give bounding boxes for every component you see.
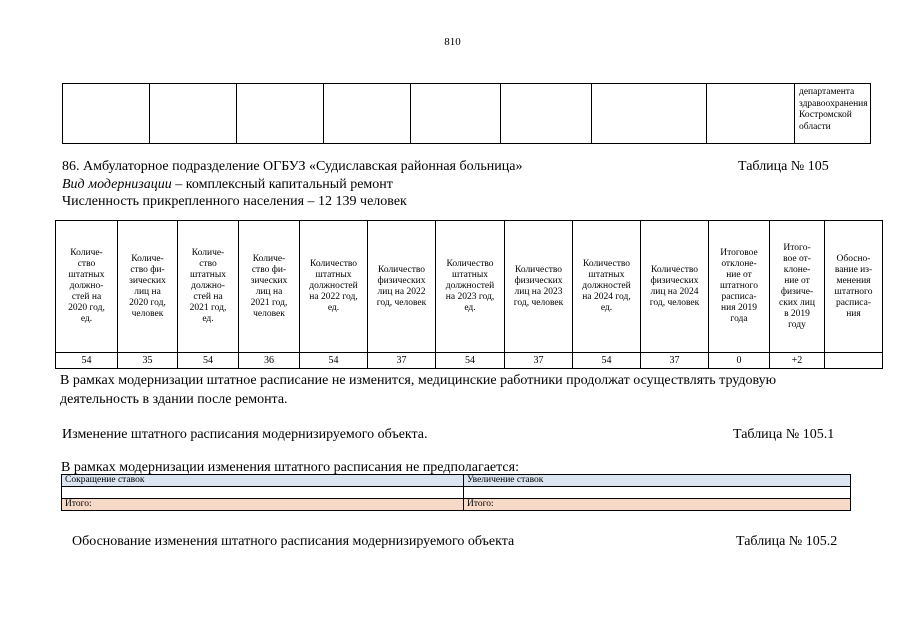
justification-table-label: Таблица № 105.2 [736, 534, 838, 549]
total-left: Итого: [62, 499, 464, 511]
table-header-row [56, 221, 883, 353]
table-label: Таблица № 105 [738, 159, 829, 174]
change-table-title: Изменение штатного расписания модернизируемого объекта. [62, 427, 428, 442]
value-cell: 54 [436, 353, 505, 369]
value-cell: +2 [770, 353, 825, 369]
value-cell [825, 353, 883, 369]
value-cell: 37 [505, 353, 573, 369]
header-cell: Количе- ство штатных должно- стей на 2021 год, ед. [178, 221, 239, 353]
value-cell: 37 [368, 353, 436, 369]
department-note-cell: департамента здравоохранения Костромской области [795, 84, 871, 144]
modernization-type: Вид модернизации – комплексный капитальный ремонт [62, 177, 393, 192]
table-cell [501, 84, 592, 144]
value-cell: 54 [300, 353, 368, 369]
population-line: Численность прикрепленного населения – 12 139 человек [62, 194, 407, 209]
table-cell [324, 84, 411, 144]
header-cell: Количество физических лиц на 2023 год, человек [505, 221, 573, 353]
table-cell [63, 84, 150, 144]
header-cell: Количе- ство фи- зических лиц на 2020 год, человек [118, 221, 178, 353]
value-cell: 54 [573, 353, 641, 369]
value-cell: 36 [239, 353, 300, 369]
table-header-row [62, 475, 851, 487]
header-cell: Количество физических лиц на 2022 год, человек [368, 221, 436, 353]
table-row [62, 487, 851, 499]
justification-table-title: Обоснование изменения штатного расписания модернизируемого объекта [72, 534, 515, 549]
header-cell: Итоговое отклоне- ние от штатного расписа- ния 2019 года [709, 221, 770, 353]
change-note: В рамках модернизации изменения штатного расписания не предполагается: [61, 460, 519, 475]
value-cell: 37 [641, 353, 709, 369]
header-cell: Количество физических лиц на 2024 год, человек [641, 221, 709, 353]
header-cell: Количе- ство штатных должно- стей на 2020 год, ед. [56, 221, 118, 353]
increase-header: Увеличение ставок [464, 475, 851, 487]
value-cell: 0 [709, 353, 770, 369]
table-cell [592, 84, 707, 144]
page-number: 810 [444, 36, 461, 48]
header-cell: Количество штатных должностей на 2022 год, ед. [300, 221, 368, 353]
header-cell: Количество штатных должностей на 2024 год, ед. [573, 221, 641, 353]
previous-table-continuation [62, 83, 871, 144]
staffing-table [55, 220, 883, 369]
header-cell: Обосно- вание из- менения штатного расписа- ния [825, 221, 883, 353]
table-cell [464, 487, 851, 499]
table-cell [411, 84, 501, 144]
value-cell: 35 [118, 353, 178, 369]
reduction-header: Сокращение ставок [62, 475, 464, 487]
table-row [56, 353, 883, 369]
total-right: Итого: [464, 499, 851, 511]
value-cell: 54 [178, 353, 239, 369]
header-cell: Количество штатных должностей на 2023 год, ед. [436, 221, 505, 353]
value-cell: 54 [56, 353, 118, 369]
total-row [62, 499, 851, 511]
section-title: 86. Амбулаторное подразделение ОГБУЗ «Судиславская районная больница» [62, 159, 523, 174]
table-cell [237, 84, 324, 144]
table-cell [150, 84, 237, 144]
change-table-label: Таблица № 105.1 [733, 427, 835, 442]
header-cell: Количе- ство фи- зических лиц на 2021 год, человек [239, 221, 300, 353]
table-cell [707, 84, 795, 144]
table-cell [62, 487, 464, 499]
staffing-change-table [61, 474, 851, 511]
modernization-paragraph: В рамках модернизации штатное расписание не изменится, медицинские работники продолжат осуществлять трудовую деятельность в здании после ремонта. [60, 373, 777, 407]
header-cell: Итого- вое от- клоне- ние от физиче- ских лиц в 2019 году [770, 221, 825, 353]
